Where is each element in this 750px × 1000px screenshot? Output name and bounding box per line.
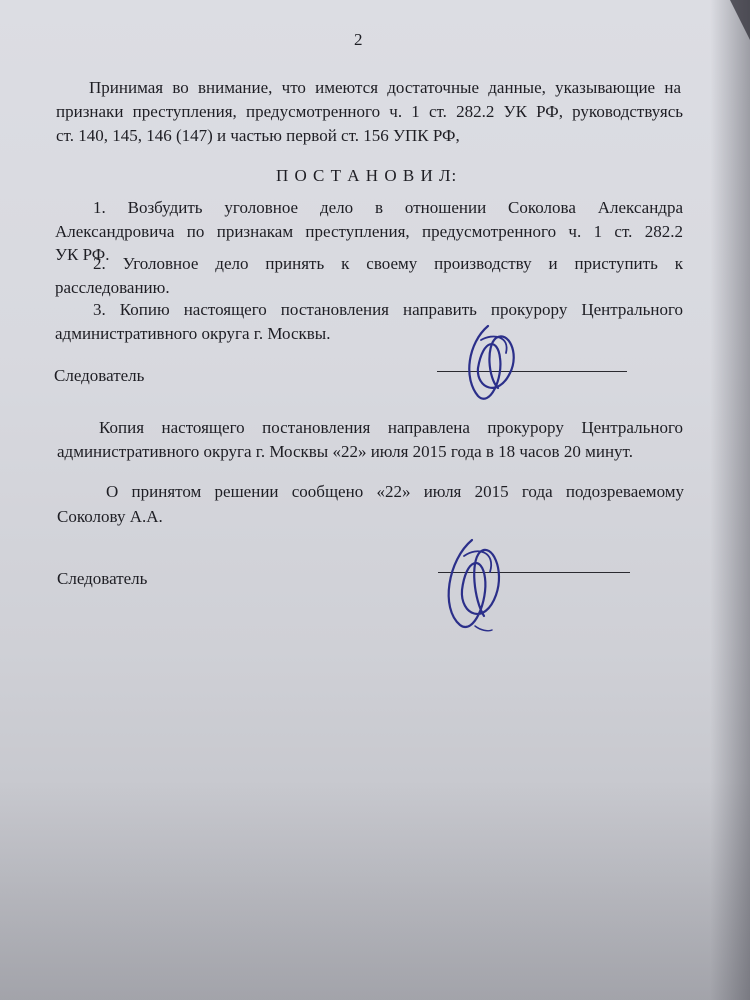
- decree-heading: П О С Т А Н О В И Л:: [276, 166, 458, 185]
- signature-mark-2: [430, 530, 520, 640]
- signature-label-1: Следователь: [54, 366, 145, 385]
- page-bottom-shade: [0, 780, 750, 1000]
- item-1-line-1: 1. Возбудить уголовное дело в отношении Соколова Александра: [93, 198, 683, 217]
- item-3-line-2: административного округа г. Москвы.: [55, 324, 331, 343]
- copy-note-line-2: административного округа г. Москвы «22» июля 2015 года в 18 часов 20 минут.: [57, 442, 633, 461]
- signature-mark-1: [448, 318, 538, 408]
- item-1-line-3: УК РФ.: [55, 245, 110, 264]
- item-2-line-2: расследованию.: [55, 278, 170, 297]
- item-3-line-1: 3. Копию настоящего постановления направить прокурору Центрального: [93, 300, 683, 319]
- notice-line-1: О принятом решении сообщено «22» июля 2015 года подозреваемому: [106, 482, 684, 501]
- copy-note-line-1: Копия настоящего постановления направлена прокурору Центрального: [99, 418, 683, 437]
- item-2-line-1: 2. Уголовное дело принять к своему производству и приступить к: [93, 254, 683, 273]
- page-number: 2: [354, 30, 363, 49]
- signature-label-2: Следователь: [57, 569, 148, 588]
- intro-line-3: ст. 140, 145, 146 (147) и частью первой ст. 156 УПК РФ,: [56, 126, 460, 145]
- intro-line-1: Принимая во внимание, что имеются достаточные данные, указывающие на: [89, 78, 681, 97]
- notice-line-2: Соколову А.А.: [57, 507, 163, 526]
- intro-line-2: признаки преступления, предусмотренного ч. 1 ст. 282.2 УК РФ, руководствуясь: [56, 102, 683, 121]
- item-1-line-2: Александровича по признакам преступления, предусмотренного ч. 1 ст. 282.2: [55, 222, 683, 241]
